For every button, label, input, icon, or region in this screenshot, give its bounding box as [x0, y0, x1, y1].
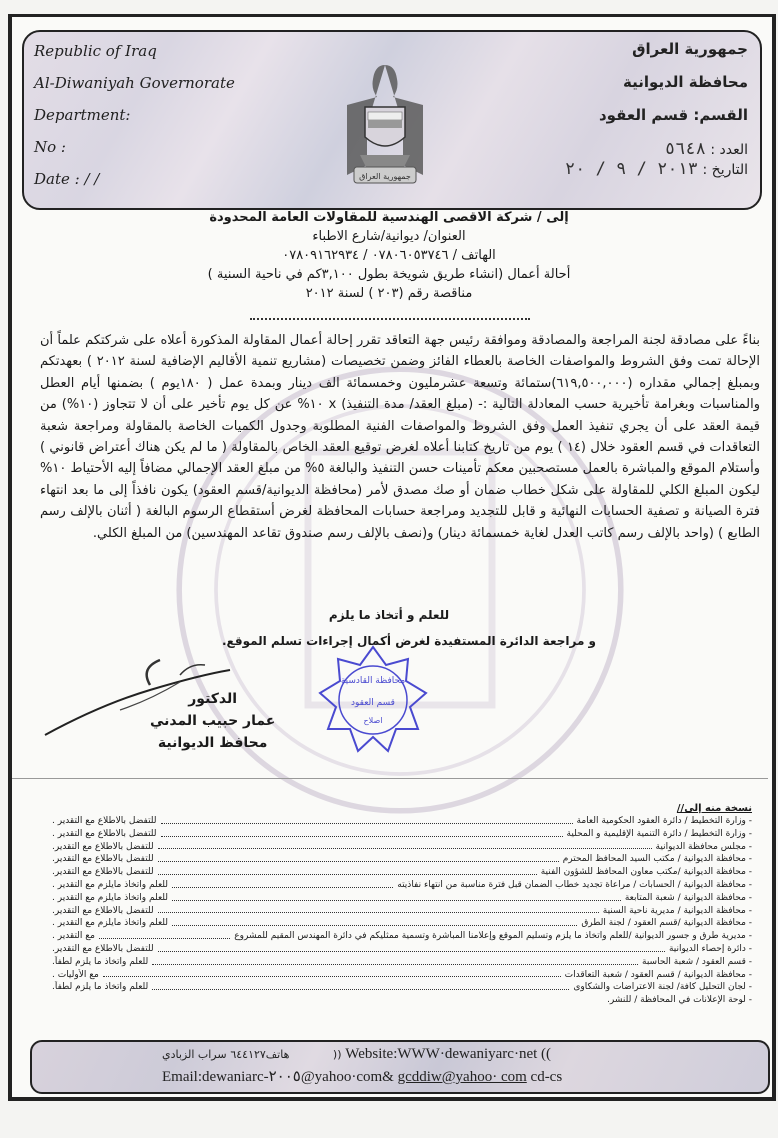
cc-action: للتفضل بالاطلاع مع التقدير.: [52, 905, 154, 916]
dot-leader: [158, 853, 559, 862]
cc-title: نسخة منه إلى//: [676, 803, 752, 814]
dot-leader: [158, 905, 599, 914]
cc-recipient: - لوحة الإعلانات في المحافظة / للنشر.: [607, 995, 752, 1006]
letter-number: [565, 139, 748, 159]
signatory-name: عمار حبيب المدني: [150, 713, 276, 729]
letter-body: بناءً على مصادقة لجنة المراجعة والمصادقة وموافقة رئيس جهة التعاقد تقرر إحالة أعمال المقاولة المذكورة أعلاه على شركتكم علماً أن الإحالة تمت وفق الشروط والمواصفات الخاصة بالعطاء الفائز وضمن تخصيصات (مشاريع تنمية الأقاليم الإضافية لسنة ٢٠١٢ ) بعهدتكم وبمبلغ إجمالي مقداره (٦١٩,٥٠٠,٠٠٠)ستمائة وتسعة عشرمليون وخمسمائة الف دينار وبمدة عمل ( ١٨٠يوم ) بضمنها أيام العطل والمناسبات وبغرامة تأخيرية حسب المعادلة التالية :- (مبلغ العقد/ مدة التنفيذ) x ١٠% عن كل يوم تأخير على أن لا تتجاوز (١٠%) من قيمة العقد على أن يجري تنفيذ العمل وفق الشروط والمواصفات الفنية المطلوبة وجدول الكميات الخاصة بالمقاولة ومراجعة شعبة التعاقدات في قسم العقود خلال (١٤ ) يوم من تاريخ كتابنا أعلاه لغرض توقيع العقد الخاص بالمقاولة ( ما لم يكن هناك أعتراض قانوني ) وأستلام الموقع والمباشرة بالعمل مستصحبين معكم تأمينات حسن التنفيذ والبالغة ٥% من مبلغ العقد الإجمالي مضافاً إليه الأحتياط ١٠% ليكون المبلغ الكلي للمقاولة على شكل خطاب ضمان أو صك مصدق لأمر (محافظة الديوانية/قسم العقود) يكون نافذاً إلى ما بعد انتهاء فترة الصيانة و تصفية الحسابات النهائية و قابل للتجديد ومراجعة حسابات المحافظة لغرض أستقطاع الرسوم البالغة ( أثنان بالإلف رسم الطابع ) (واحد بالإلف رسم كاتب العدل لغاية خمسمائة دينار) و(نصف بالإلف رسم صندوق تقاعد المهندسين) من المبلغ الكلي.: [40, 333, 760, 541]
footer-name: سراب الزبادي )): [162, 1048, 342, 1061]
dot-leader: [172, 879, 393, 888]
cc-list-item: [52, 841, 752, 854]
cc-recipient: - لجان التحليل كافة/ لجنة الاعتراضات والشكاوى: [573, 982, 752, 993]
cc-action: للتفضل بالاطلاع مع التقدير.: [52, 841, 154, 852]
cc-recipient: - وزارة التخطيط / دائرة العقود الحكومية العامة: [576, 816, 752, 826]
country-en: Republic of Iraq: [34, 42, 157, 60]
cc-action: مع الأوليات .: [52, 969, 99, 980]
cc-recipient: - محافظة الديوانية /مكتب معاون المحافظ للشؤون الفنية: [540, 867, 752, 878]
cc-list-item: [52, 853, 752, 866]
footer-phone: هاتف٦٤٤١٢٧: [230, 1048, 290, 1061]
footer-email-link[interactable]: gcddiw@yahoo· com: [397, 1069, 527, 1085]
cc-action: للتفضل بالاطلاع مع التقدير .: [52, 816, 157, 826]
footer-email-suffix: cd-cs: [526, 1069, 563, 1085]
emblem-caption: جمهورية العراق: [359, 172, 411, 181]
cc-list-item: [52, 930, 752, 943]
recipient-to: إلى / شركة الاقصى الهندسية للمقاولات العامة المحدودة: [209, 210, 569, 225]
cc-action: للتفضل بالاطلاع مع التقدير.: [52, 867, 154, 878]
cc-recipient: - مديرية طرق و جسور الديوانية /للعلم واتخاذ ما يلزم وتسليم الموقع وإعلامنا المباشرة وتسمية ممثليكم في دائرة المهندس المقيم للمشروع: [234, 931, 752, 942]
recipient-phone: الهاتف / ٠٧٨٠٦٠٥٣٧٤٦ / ٠٧٨٠٩١٦٢٩٣٤: [282, 248, 496, 263]
date-label-ar: التاريخ :: [702, 162, 748, 178]
dot-leader: [158, 841, 652, 850]
number-label-en: No :: [34, 138, 66, 156]
cc-list-item: [52, 943, 752, 956]
closing-line-2: و مراجعة الدائرة المستفيدة لغرض أكمال إجراءات تسلم الموقع.: [221, 634, 597, 648]
cc-list: [52, 815, 752, 1007]
dot-leader: [161, 815, 573, 824]
stamp-text-middle: قسم العقود: [351, 698, 395, 708]
dot-leader: [99, 930, 230, 939]
cc-recipient: - محافظة الديوانية / الحسابات / مراعاة تجديد خطاب الضمان قبل فترة مناسبة من انتهاء نفاذيته: [397, 879, 752, 890]
cc-list-item: [52, 879, 752, 892]
cc-action: للتفضل بالاطلاع مع التقدير.: [52, 943, 154, 954]
recipient-block: [0, 208, 778, 303]
cc-action: للعلم واتخاذ مايلزم مع التقدير .: [52, 892, 169, 903]
cc-list-item: [52, 917, 752, 930]
department-label-en: Department:: [34, 106, 131, 124]
letter-date: [565, 159, 748, 179]
cc-list-item: [52, 956, 752, 969]
letter-subject: أحالة أعمال (انشاء طريق شويخة بطول ٣,١٠٠كم في ناحية السنية ): [207, 267, 571, 282]
footer-line-1: [162, 1046, 551, 1063]
signature-block: [150, 688, 275, 754]
signatory-position: محافظ الديوانية: [157, 735, 268, 751]
cc-recipient: - دائرة إحصاء الديوانية: [668, 943, 752, 954]
cc-recipient: - محافظة الديوانية /قسم العقود / لجنة الطرق: [581, 918, 752, 929]
dot-leader: [158, 943, 665, 952]
footer-website[interactable]: Website:WWW·dewaniyarc·net ((: [345, 1046, 552, 1062]
dot-leader: [172, 917, 577, 926]
cc-list-item: [52, 969, 752, 982]
cc-action: للعلم واتخاذ ما يلزم لطفاً.: [52, 982, 149, 993]
cc-action: للعلم واتخاذ ما يلزم لطفاً.: [52, 956, 149, 967]
country-ar: جمهورية العراق: [632, 40, 748, 58]
dot-leader: [152, 981, 569, 990]
cc-recipient: - محافظة الديوانية / شعبة المتابعة: [624, 892, 752, 903]
tender-number: مناقصة رقم (٢٠٣ ) لسنة ٢٠١٢: [305, 286, 473, 301]
cc-action: مع التقدير .: [52, 931, 95, 942]
recipient-address: العنوان/ ديوانية/شارع الاطباء: [312, 229, 466, 244]
footer-line-2: [162, 1067, 562, 1086]
section-divider: [12, 778, 768, 779]
dot-leader: [103, 969, 561, 978]
stamp-text-top: محافظة القادسية: [340, 676, 406, 686]
dot-leader: [158, 866, 537, 875]
cc-list-item: [52, 828, 752, 841]
number-value: ٥٦٤٨: [664, 139, 706, 159]
cc-list-item: [52, 815, 752, 828]
cc-list-item: [52, 905, 752, 918]
governorate-ar: محافظة الديوانية: [623, 73, 748, 91]
cc-list-item: [52, 892, 752, 905]
signatory-title: الدكتور: [188, 691, 238, 707]
iraq-coat-of-arms-icon: [330, 55, 440, 195]
official-stamp-icon: [318, 645, 428, 755]
number-label-ar: العدد :: [710, 142, 748, 158]
dot-leader: [152, 956, 638, 965]
separator-dots: [250, 318, 530, 320]
letterhead-english: [34, 42, 235, 202]
footer-email-prefix[interactable]: Email:dewaniarc-٢٠٠٥@yahoo·com&: [162, 1069, 398, 1085]
cc-recipient: - مجلس محافظة الديوانية: [655, 841, 752, 852]
cc-list-item: [52, 981, 752, 994]
dot-leader: [161, 828, 563, 837]
footer-box: [30, 1040, 770, 1094]
cc-recipient: - قسم العقود / شعبة الحاسبة: [642, 956, 752, 967]
date-label-en: Date : / /: [34, 170, 100, 188]
cc-recipient: - محافظة الديوانية / قسم العقود / شعبة التعاقدات: [564, 969, 752, 980]
department-ar: القسم: قسم العقود: [598, 106, 748, 124]
closing-line-1: للعلم و أتخاذ ما يلزم: [328, 608, 450, 622]
governorate-en: Al-Diwaniyah Governorate: [34, 74, 235, 92]
dot-leader: [172, 892, 621, 901]
cc-list-item: [52, 866, 752, 879]
cc-action: للتفضل بالاطلاع مع التقدير.: [52, 854, 154, 865]
cc-recipient: - محافظة الديوانية / مكتب السيد المحافظ المحترم: [562, 854, 752, 865]
date-value: ٢٠١٣ / ٩ / ٢٠: [564, 159, 699, 179]
cc-action: للعلم واتخاذ مايلزم مع التقدير .: [52, 918, 169, 929]
cc-recipient: - وزارة التخطيط / دائرة التنمية الإقليمية و المحلية: [566, 828, 752, 839]
cc-action: للتفضل بالاطلاع مع التقدير .: [52, 828, 157, 839]
letterhead-arabic: [565, 40, 748, 179]
cc-list-item: [52, 994, 752, 1007]
cc-recipient: - محافظة الديوانية / مديرية ناحية السنية: [602, 905, 752, 916]
cc-action: للعلم واتخاذ مايلزم مع التقدير .: [52, 879, 169, 890]
stamp-text-bottom: اصلاح: [363, 716, 383, 725]
